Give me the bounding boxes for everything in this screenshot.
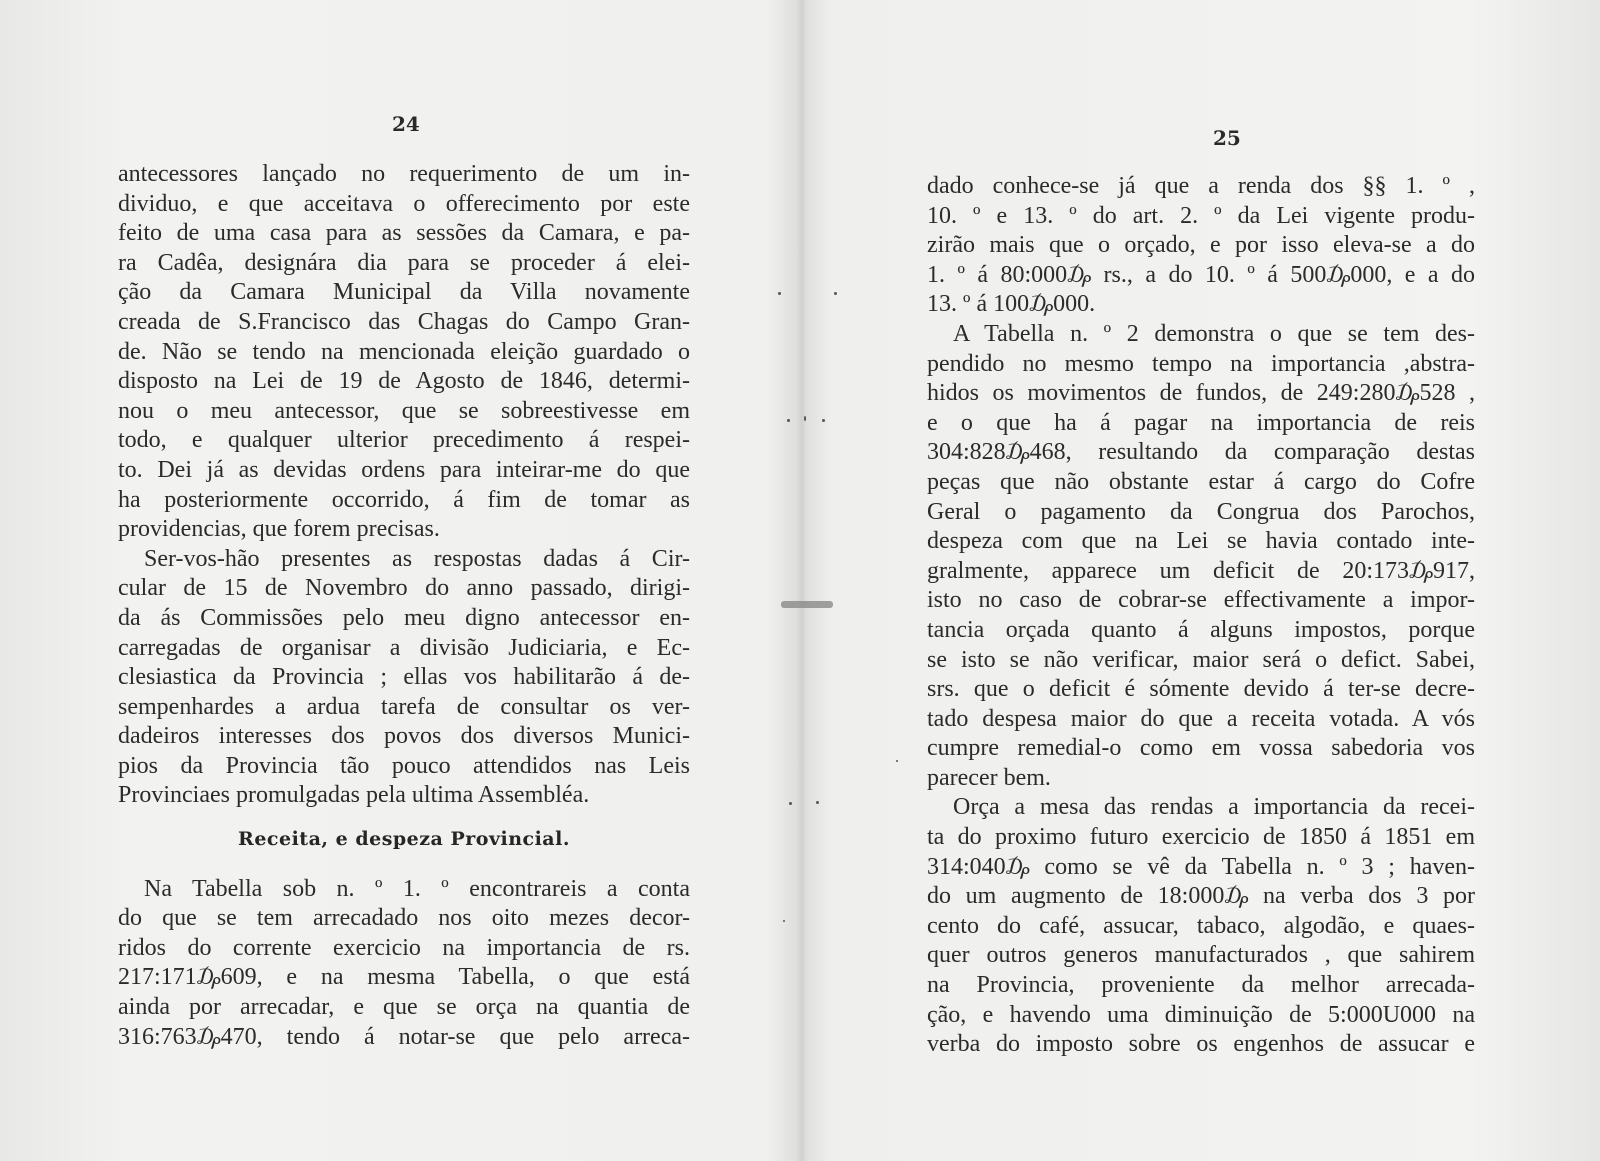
ink-speck <box>789 802 792 805</box>
text-line: dadeiros interesses dos povos dos diversos Munici- <box>118 723 690 750</box>
ink-speck <box>822 419 825 422</box>
text-line: verba do imposto sobre os engenhos de assucar e <box>927 1031 1475 1058</box>
text-line: tancia orçada quanto á alguns impostos, porque <box>927 616 1475 643</box>
text-line: sempenhardes a ardua tarefa de consultar os ver- <box>118 693 690 720</box>
text-line: despeza com que na Lei se havia contado inte- <box>927 528 1475 555</box>
text-line: peças que não obstante estar á cargo do Cofre <box>927 468 1475 495</box>
text-line: A Tabella n. º 2 demonstra o que se tem des- <box>953 320 1475 347</box>
text-line: providencias, que forem precisas. <box>118 516 440 543</box>
ink-speck <box>816 801 819 804</box>
text-line: dividuo, e que acceitava o offerecimento por este <box>118 190 690 217</box>
text-line: feito de uma casa para as sessões da Camara, e pa- <box>118 220 690 247</box>
right-page-text <box>927 172 1475 1060</box>
text-line: carregadas de organisar a divisão Judiciaria, e Ec- <box>118 634 690 661</box>
ink-speck <box>787 419 790 422</box>
text-line: pios da Provincia tão pouco attendidos nas Leis <box>118 752 690 779</box>
text-line: pendido no mesmo tempo na importancia ,abstra- <box>927 350 1475 377</box>
text-line: srs. que o deficit é sómente devido á ter-se decre- <box>927 676 1475 703</box>
section-heading: Receita, e despeza Provincial. <box>238 828 570 851</box>
text-line: de. Não se tendo na mencionada eleição guardado o <box>118 338 690 365</box>
page-number: 25 <box>1213 126 1241 150</box>
text-line: zirão mais que o orçado, e por isso eleva-se a do <box>927 232 1475 259</box>
text-line: creada de S.Francisco das Chagas do Campo Gran- <box>118 308 690 335</box>
right-page <box>807 0 1600 1161</box>
text-line: dado conhece-se já que a renda dos §§ 1. º , <box>927 173 1475 199</box>
text-line: ra Cadêa, designára dia para se proceder á elei- <box>118 249 690 276</box>
ink-speck <box>778 292 781 295</box>
text-line: Provinciaes promulgadas pela ultima Assembléa. <box>118 782 590 809</box>
ink-smudge <box>781 601 833 608</box>
text-line: ha posteriormente occorrido, á fim de tomar as <box>118 486 690 513</box>
text-line: e o que ha á pagar na importancia de reis <box>927 409 1475 436</box>
text-line: cento do café, assucar, tabaco, algodão, e quaes- <box>927 912 1475 939</box>
book-gutter <box>797 0 807 1161</box>
text-line: 314:040₯ como se vê da Tabella n. º 3 ; haven- <box>927 853 1475 880</box>
text-line: hidos os movimentos de fundos, de 249:280₯528 , <box>927 380 1475 407</box>
text-line: to. Dei já as devidas ordens para inteirar-me do que <box>118 456 690 483</box>
text-line: gralmente, apparece um deficit de 20:173₯917, <box>927 557 1475 584</box>
left-page <box>0 0 797 1161</box>
text-line: quer outros generos manufacturados , que sahirem <box>927 942 1475 969</box>
text-line: cumpre remedial-o como em vossa sabedoria vos <box>927 735 1475 762</box>
text-line: antecessores lançado no requerimento de um in- <box>118 161 690 187</box>
left-page-text <box>118 160 690 1052</box>
text-line: tado despesa maior do que a receita votada. A vós <box>927 705 1475 732</box>
page-number: 24 <box>392 112 420 136</box>
text-line: cular de 15 de Novembro do anno passado, dirigi- <box>118 575 690 602</box>
text-line: nou o meu antecessor, que se sobreestivesse em <box>118 397 690 424</box>
text-line: 304:828₯468, resultando da comparação destas <box>927 439 1475 466</box>
text-line: ção da Camara Municipal da Villa novamente <box>118 279 690 306</box>
text-line: ridos do corrente exercicio na importancia de rs. <box>118 934 690 961</box>
text-line: Orça a mesa das rendas a importancia da recei- <box>953 794 1475 821</box>
text-line: isto no caso de cobrar-se effectivamente a impor- <box>927 587 1475 614</box>
ink-speck <box>804 416 806 421</box>
text-line: disposto na Lei de 19 de Agosto de 1846, determi- <box>118 368 690 395</box>
text-line: parecer bem. <box>927 764 1051 791</box>
ink-speck <box>783 920 785 922</box>
ink-speck <box>834 292 837 295</box>
text-line: todo, e qualquer ulterior precedimento á respei- <box>118 427 690 454</box>
text-line: ta do proximo futuro exercicio de 1850 á 1851 em <box>927 824 1475 851</box>
text-line: se isto se não verificar, maior será o defict. Sabei, <box>927 646 1475 673</box>
text-line: 217:171₯609, e na mesma Tabella, o que está <box>118 964 690 991</box>
text-line: do um augmento de 18:000₯ na verba dos 3 por <box>927 883 1475 910</box>
text-line: 316:763₯470, tendo á notar-se que pelo arreca- <box>118 1023 690 1050</box>
text-line: Ser-vos-hão presentes as respostas dadas á Cir- <box>144 545 690 572</box>
text-line: 10. º e 13. º do art. 2. º da Lei vigente produ- <box>927 202 1475 229</box>
text-line: da ás Commissões pelo meu digno antecessor en- <box>118 604 690 631</box>
text-line: 1. º á 80:000₯ rs., a do 10. º á 500₯000, e a do <box>927 261 1475 288</box>
text-line: Na Tabella sob n. º 1. º encontrareis a conta <box>144 875 690 902</box>
text-line: 13. º á 100₯000. <box>927 291 1096 318</box>
ink-speck <box>896 760 898 762</box>
text-line: ção, e havendo uma diminuição de 5:000U000 na <box>927 1001 1475 1028</box>
text-line: ainda por arrecadar, e que se orça na quantia de <box>118 994 690 1021</box>
text-line: na Provincia, proveniente da melhor arrecada- <box>927 972 1475 999</box>
text-line: clesiastica da Provincia ; ellas vos habilitarão á de- <box>118 664 690 691</box>
text-line: Geral o pagamento da Congrua dos Parochos, <box>927 498 1475 525</box>
text-line: do que se tem arrecadado nos oito mezes decor- <box>118 905 690 932</box>
